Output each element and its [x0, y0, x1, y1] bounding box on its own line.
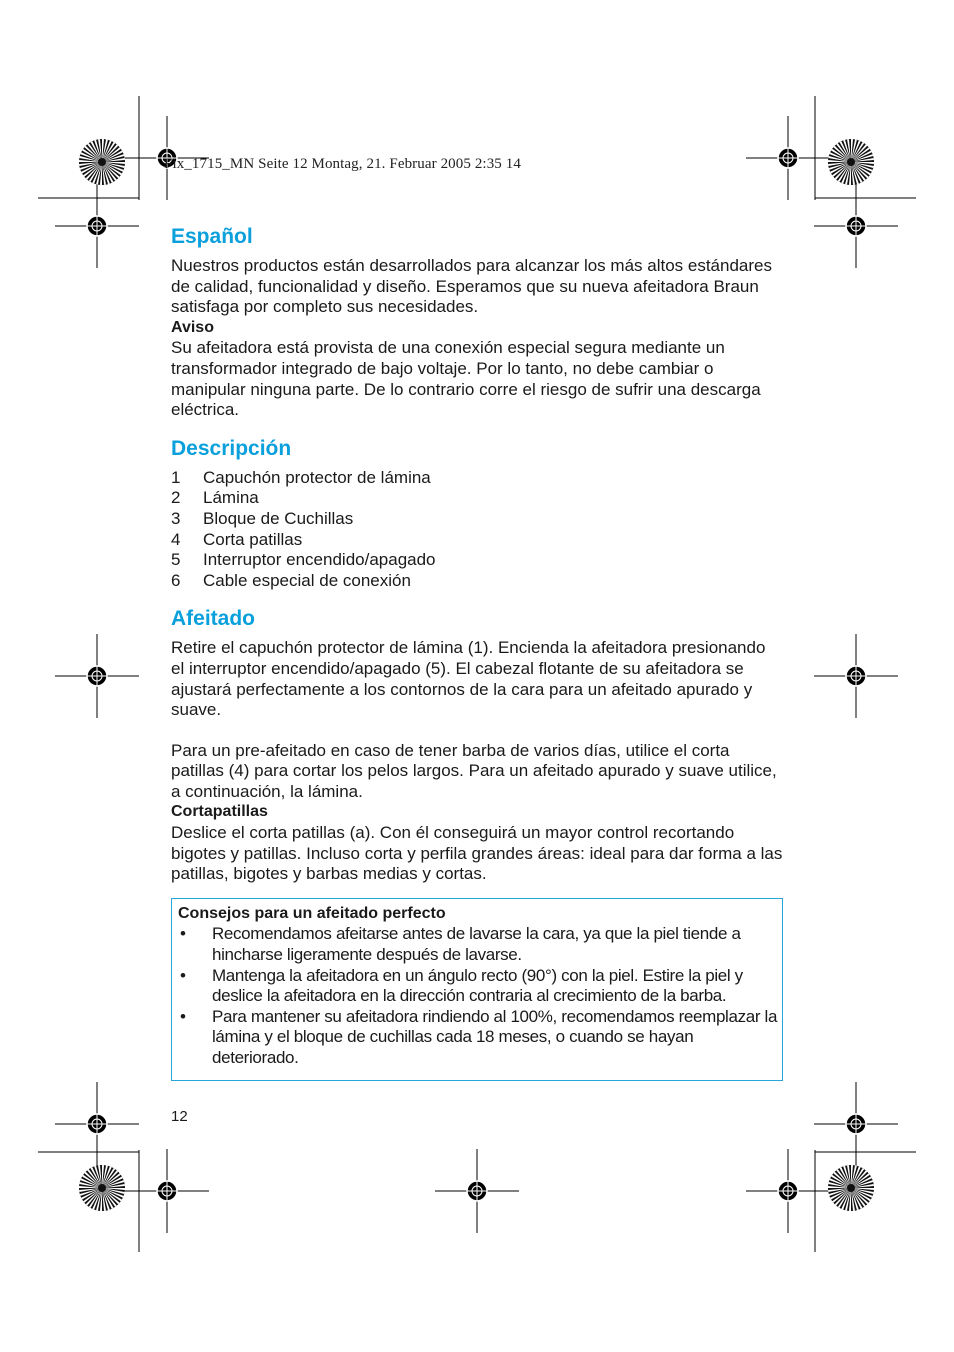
registration-cross-icon: [814, 1082, 898, 1166]
aviso-paragraph: Su afeitadora está provista de una conexión especial segura mediante un transformador integrado de bajo voltaje. Por lo tanto, no debe cambiar o manipular ninguna parte. De lo contrario corre el riesgo de sufrir una descarga eléctrica.: [171, 338, 761, 420]
tips-list: [178, 924, 778, 1068]
aviso-heading: Aviso: [171, 318, 214, 336]
color-star-target-icon: [828, 139, 874, 185]
list-item: 3 Bloque de Cuchillas: [171, 508, 354, 528]
list-item: • Para mantener su afeitadora rindiendo al 100%, recomendamos reemplazar la lámina y el bloque de cuchillas cada 18 meses, o cuando se hayan deteriorado.: [180, 1006, 778, 1067]
manual-page-content: [171, 222, 783, 1081]
registration-cross-icon: [125, 1149, 209, 1233]
registration-cross-icon: [435, 1149, 519, 1233]
bullet-icon: •: [180, 924, 186, 944]
parts-list: [171, 468, 783, 592]
color-star-target-icon: [828, 1165, 874, 1211]
afeitado-paragraph-1: Retire el capuchón protector de lámina (1). Encienda la afeitadora presionando el interruptor encendido/apagado (5). El cabezal flotante de su afeitadora se ajustará perfectamente a los contornos de la cara para un afeitado apurado y suave.: [171, 638, 766, 720]
color-star-target-icon: [79, 1165, 125, 1211]
cortapatillas-paragraph: Deslice el corta patillas (a). Con él conseguirá un mayor control recortando bigotes y patillas. Incluso corta y perfila grandes áreas: ideal para dar forma a las patillas, bigotes y barbas medias y cortas.: [171, 823, 783, 884]
tips-heading: Consejos para un afeitado perfecto: [178, 904, 446, 922]
list-item: 1 Capuchón protector de lámina: [171, 467, 431, 487]
registration-cross-icon: [814, 184, 898, 268]
registration-cross-icon: [746, 116, 830, 200]
registration-cross-icon: [55, 634, 139, 718]
list-item: • Recomendamos afeitarse antes de lavarse la cara, ya que la piel tiende a hincharse ligeramente después de lavarse.: [180, 924, 741, 965]
registration-cross-icon: [746, 1149, 830, 1233]
list-item: 4 Corta patillas: [171, 529, 303, 549]
list-item: • Mantenga la afeitadora en un ángulo recto (90°) con la piel. Estire la piel y deslice la afeitadora en la dirección contraria al crecimiento de la barba.: [180, 965, 743, 1006]
registration-cross-icon: [814, 634, 898, 718]
list-item: 2 Lámina: [171, 488, 259, 508]
section-title-espanol: Español: [171, 225, 253, 248]
tips-box: [171, 898, 783, 1081]
registration-cross-icon: [55, 1082, 139, 1166]
afeitado-paragraph-2: Para un pre-afeitado en caso de tener barba de varios días, utilice el corta patillas (4) para cortar los pelos largos. Para un afeitado apurado y suave utilice, a continuación, la lámina.: [171, 740, 777, 801]
section-title-descripcion: Descripción: [171, 436, 292, 460]
section-title-afeitado: Afeitado: [171, 607, 255, 631]
registration-cross-icon: [55, 184, 139, 268]
page-number: 12: [171, 1108, 188, 1125]
bullet-icon: •: [180, 965, 186, 985]
list-item: 6 Cable especial de conexión: [171, 570, 411, 590]
bullet-icon: •: [180, 1006, 186, 1026]
print-header: Fix_1715_MN Seite 12 Montag, 21. Februar 2005 2:35 14: [164, 156, 521, 172]
cortapatillas-heading: Cortapatillas: [171, 803, 268, 821]
list-item: 5 Interruptor encendido/apagado: [171, 550, 436, 570]
intro-paragraph: Nuestros productos están desarrollados para alcanzar los más altos estándares de calidad, funcionalidad y diseño. Esperamos que su nueva afeitadora Braun satisfaga por completo sus necesidades.: [171, 256, 772, 317]
color-star-target-icon: [79, 139, 125, 185]
